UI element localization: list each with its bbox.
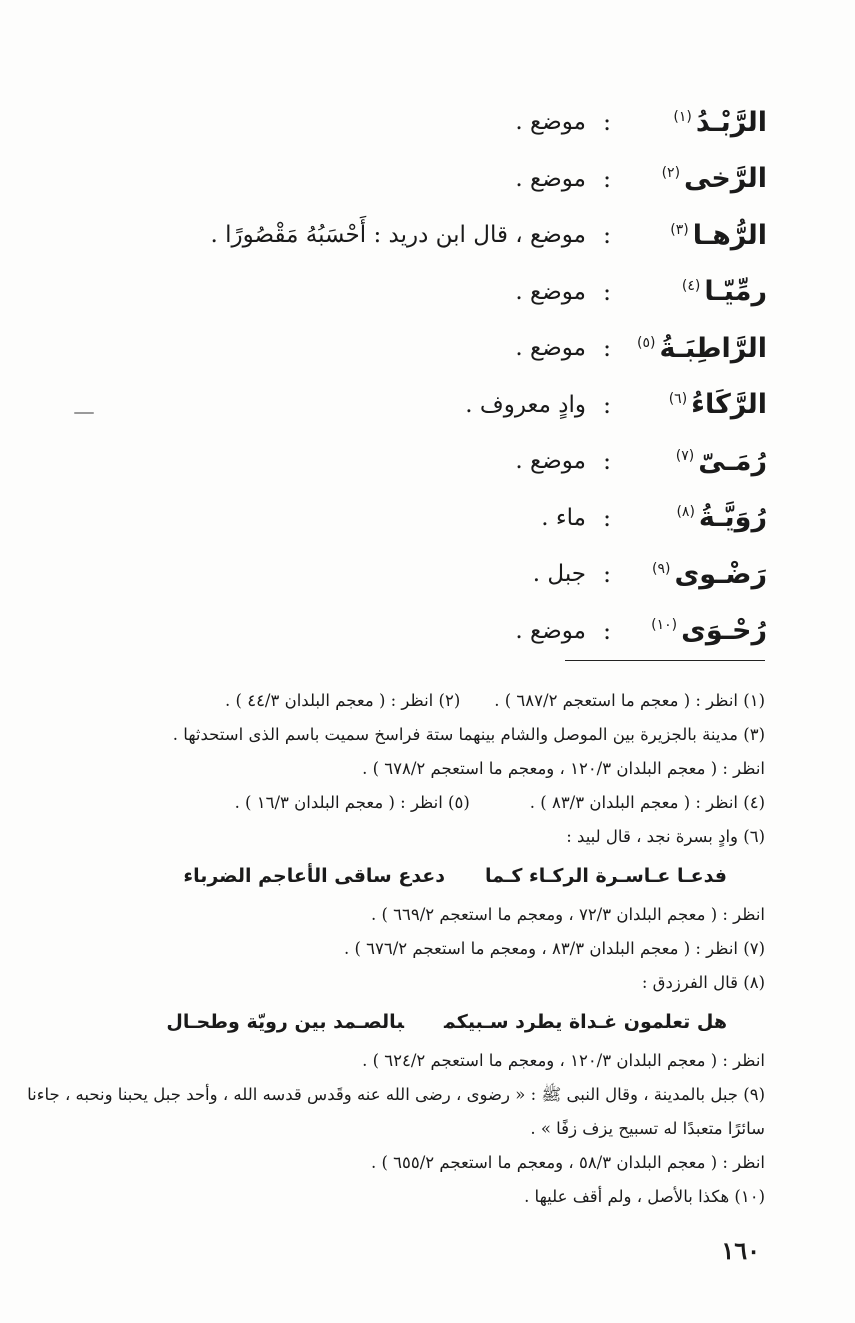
footnote-marker: (٤) [681,278,701,295]
footnote-9-reference: انظر : ( معجم البلدان ٥٨/٣ ، ومعجم ما استعجم ٦٥٥/٢ ) . [370,1153,765,1172]
entry-term: الرَّخى$^{(٢)}$ [661,163,767,195]
entry-colon: : [602,503,612,532]
entry-term: الرَّكَاءُ$^{(٦)}$ [668,389,767,421]
footnote-marker: (٢) [661,165,681,182]
footnote-marker: (٣) [670,221,689,238]
entry [127,320,767,377]
footnote-marker: (١٠) [651,617,678,634]
entry-term: رَضْـوى$^{(٩)}$ [651,558,767,590]
entry-definition: موضع . [515,335,586,362]
entry-definition: ماء . [541,504,586,531]
page-number: ١٦٠ [721,1236,760,1265]
footnote-6: (٦) وادٍ بسرة نجد ، قال لبيد : [566,827,765,846]
footnote-3: (٣) مدينة بالجزيرة بين الموصل والشام بينهما ستة فراسخ سميت باسم الذى استحدثها . [172,725,765,744]
verse-hemistich: فدعـا عـاسـرة الركـاء كـما [485,865,727,887]
entry-term: الرَّاطِبَـةُ$^{(٥)}$ [637,332,767,364]
entry-definition: موضع . [515,448,586,475]
entry-definition: جبل . [532,561,586,588]
footnote-divider [565,660,765,661]
entry [127,490,767,547]
footnote-2: (٢) انظر : ( معجم البلدان ٤٤/٣ ) . [225,691,461,710]
entry-colon: : [602,221,612,250]
footnote-6-reference: انظر : ( معجم البلدان ٧٢/٣ ، ومعجم ما استعجم ٦٦٩/٢ ) . [370,905,765,924]
entry-colon: : [602,616,612,645]
entry-colon: : [602,334,612,363]
footnotes [27,684,765,1214]
entry [127,207,767,264]
footnote-marker: (٨) [676,504,695,521]
scan-mark [74,412,94,414]
entry [127,603,767,660]
entry-term: رُحْـوَى$^{(١٠)}$ [651,615,767,647]
entry [127,264,767,321]
footnote-10: (١٠) هكذا بالأصل ، ولم أقف عليها . [524,1187,765,1206]
entry-colon: : [602,560,612,589]
footnote-marker: (٩) [651,560,671,577]
entry-definition: موضع . [515,278,586,305]
entries-list [127,94,767,659]
footnote-9: (٩) جبل بالمدينة ، وقال النبى ﷺ : « رضوى ، رضى الله عنه وقَدس قدسه الله ، وأحد جبل يحبنا ونحبه ، جاءنا سائرًا متعبدًا له تسبيح يزف زفًا » . [27,1085,765,1138]
entry [127,433,767,490]
footnote-line [75,786,765,820]
entry-definition: موضع . [515,109,586,136]
footnote-marker: (٦) [668,391,688,408]
entry-term: رمِّيّـا$^{(٤)}$ [681,276,767,308]
entry-term: الرَّبْـدُ$^{(١)}$ [673,106,767,138]
entry [127,151,767,208]
entry-definition: موضع . [515,617,586,644]
footnote-3-reference: انظر : ( معجم البلدان ١٢٠/٣ ، ومعجم ما استعجم ٦٧٨/٢ ) . [362,759,765,778]
footnote-8: (٨) قال الفرزدق : [641,973,765,992]
entry [127,546,767,603]
footnote-marker: (٥) [637,334,656,351]
entry-term: رُمَـىّ$^{(٧)}$ [675,445,767,477]
footnote-5: (٥) انظر : ( معجم البلدان ١٦/٣ ) . [234,793,470,812]
poetry-verse [75,1000,727,1044]
entry [127,94,767,151]
poetry-verse [75,854,727,898]
entry-term: رُوَيَّـةُ$^{(٨)}$ [676,502,767,534]
entry-definition: موضع ، قال ابن دريد : أَحْسَبُهُ مَقْصُورًا . [210,222,586,249]
footnote-marker: (٧) [675,447,695,464]
entry [127,377,767,434]
footnote-7: (٧) انظر : ( معجم البلدان ٨٣/٣ ، ومعجم ما استعجم ٦٧٦/٢ ) . [343,939,765,958]
entry-colon: : [602,108,612,137]
verse-hemistich: بالصـمد بين رويّة وطحـال [166,1011,405,1033]
footnote-marker: (١) [673,108,692,125]
entry-definition: موضع . [515,165,586,192]
footnote-4: (٤) انظر : ( معجم البلدان ٨٣/٣ ) . [529,793,765,812]
verse-hemistich: دعدع ساقى الأعاجم الضرباء [183,865,446,887]
entry-colon: : [602,277,612,306]
entry-colon: : [602,447,612,476]
entry-colon: : [602,390,612,419]
verse-hemistich: هل تعلمون غـداة يطرد سـبيكم [444,1011,727,1033]
footnote-8-reference: انظر : ( معجم البلدان ١٢٠/٣ ، ومعجم ما استعجم ٦٢٤/٢ ) . [362,1051,765,1070]
footnote-line [75,684,765,718]
footnote-1: (١) انظر : ( معجم ما استعجم ٦٨٧/٢ ) . [494,691,765,710]
entry-definition: وادٍ معروف . [465,391,586,418]
entry-colon: : [602,164,612,193]
entry-term: الرُّهـا$^{(٣)}$ [670,219,767,251]
